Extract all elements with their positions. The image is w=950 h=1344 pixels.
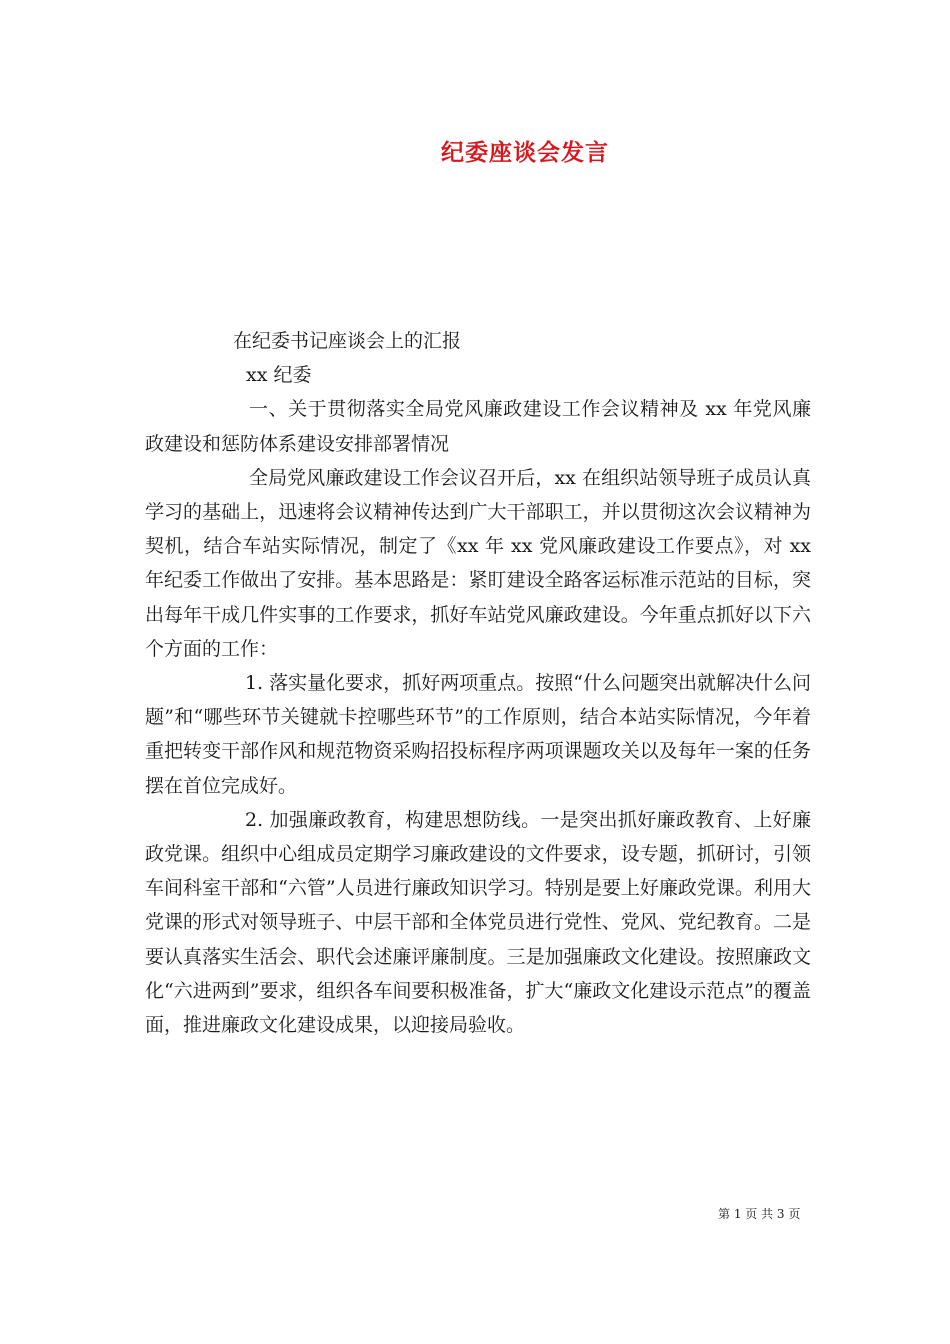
work-item-2: 2. 加强廉政教育，构建思想防线。一是突出抓好廉政教育、上好廉政党课。组织中心组成员定期学习廉政建设的文件要求，设专题，抓研讨，引领车间科室干部和“六管”人员进行廉政知识学习。特别是要上好廉政党课。利用大党课的形式对领导班子、中层干部和全体党员进行党性、党风、党纪教育。二是要认真落实生活会、职代会述廉评廉制度。三是加强廉政文化建设。按照廉政文化“六进两到”要求，组织各车间要积极准备，扩大“廉政文化建设示范点”的覆盖面，推进廉政文化建设成果，以迎接局验收。	[145, 808, 811, 1037]
page-number: 第 1 页 共 3 页	[718, 1207, 801, 1221]
document-body	[145, 324, 811, 1042]
section-one-heading: 一、关于贯彻落实全局党风廉政建设工作会议精神及 xx 年党风廉政建设和惩防体系建设安排部署情况	[145, 398, 811, 455]
report-heading: 在纪委书记座谈会上的汇报	[233, 330, 462, 352]
document-title: 纪委座谈会发言	[441, 139, 609, 166]
work-item-1: 1. 落实量化要求，抓好两项重点。按照“什么问题突出就解决什么问题”和“哪些环节关键就卡控哪些环节”的工作原则，结合本站实际情况，今年着重把转变干部作风和规范物资采购招投标程序两项课题攻关以及每年一案的任务摆在首位完成好。	[145, 672, 811, 797]
intro-paragraph: 全局党风廉政建设工作会议召开后，xx 在组织站领导班子成员认真学习的基础上，迅速将会议精神传达到广大干部职工，并以贯彻这次会议精神为契机，结合车站实际情况，制定了《xx 年 xx 党风廉政建设工作要点》，对 xx 年纪委工作做出了安排。基本思路是：紧盯建设全路客运标准示范站的目标，突出每年干成几件实事的工作要求，抓好车站党风廉政建设。今年重点抓好以下六个方面的工作：	[145, 466, 811, 660]
report-author: xx 纪委	[246, 364, 312, 387]
